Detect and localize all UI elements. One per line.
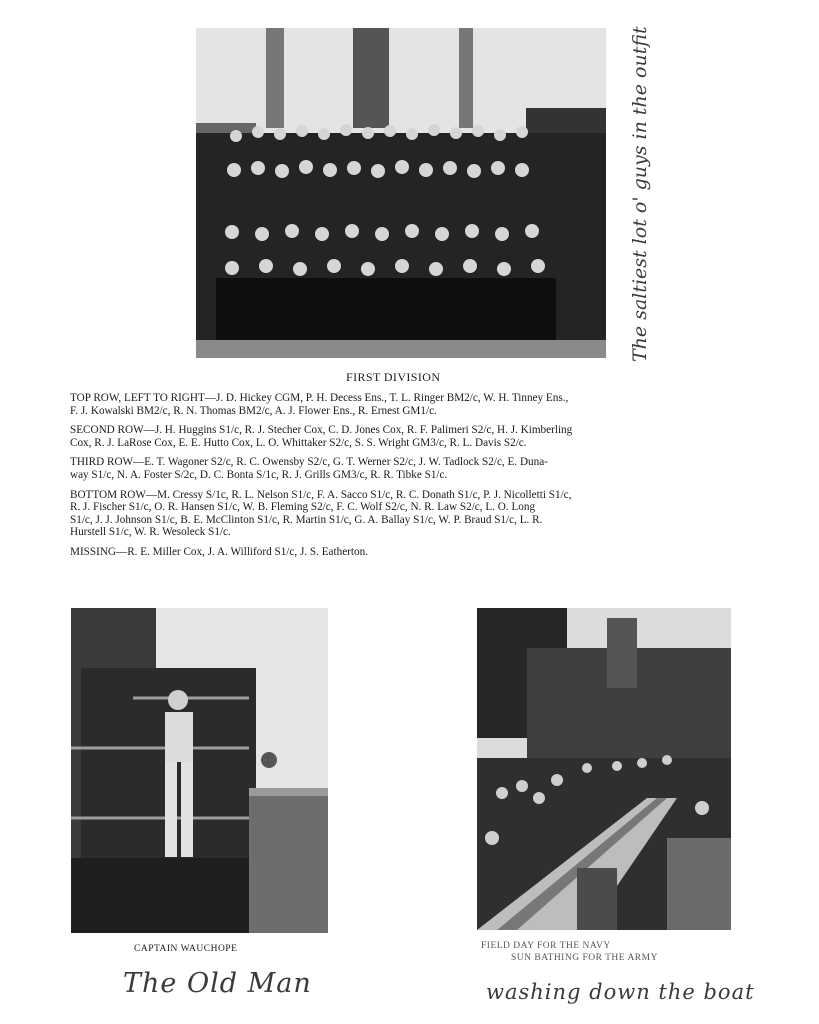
- division-title: FIRST DIVISION: [346, 370, 441, 384]
- field-day-caption-line: SUN BATHING FOR THE ARMY: [511, 953, 658, 963]
- field-day-photo-image: [477, 608, 731, 930]
- roster-row-names-cont: F. J. Kowalski BM2/c, R. N. Thomas BM2/c, A. J. Flower Ens., R. Ernest GM1/c.: [70, 404, 437, 417]
- roster-row-names: R. E. Miller Cox, J. A. Williford S1/c, J. S. Eatherton.: [127, 545, 369, 558]
- roster-second-row: [70, 424, 738, 449]
- field-day-handwritten-note: washing down the boat: [486, 980, 755, 1004]
- division-photo-image: [196, 28, 606, 358]
- roster-row-heading: MISSING—: [70, 545, 128, 558]
- captain-caption: CAPTAIN WAUCHOPE: [134, 944, 238, 954]
- roster-missing: [70, 546, 738, 559]
- roster-row-names: J. H. Huggins S1/c, R. J. Stecher Cox, C. D. Jones Cox, R. F. Palimeri S2/c, H. J. Kimberling: [154, 424, 573, 437]
- roster-row-heading: SECOND ROW—: [70, 424, 155, 437]
- roster-row-names-cont: way S1/c, N. A. Foster S/2c, D. C. Bonta S/1c, R. J. Grills GM3/c, R. R. Tibke S1/c.: [70, 468, 448, 481]
- roster-row-names-cont: S1/c, J. J. Johnson S1/c, B. E. McClinton S1/c, R. Martin S1/c, G. A. Ballay S1/c, W. P. Braud S1/c, L. R.: [70, 513, 543, 526]
- captain-handwritten-note: The Old Man: [123, 968, 312, 999]
- roster-row-names: E. T. Wagoner S2/c, R. C. Owensby S2/c, G. T. Werner S2/c, J. W. Tadlock S2/c, E. Duna-: [144, 456, 548, 469]
- roster-row-names-cont: R. J. Fischer S1/c, O. R. Hansen S1/c, W. B. Fleming S2/c, F. C. Wolf S2/c, N. R. Law S2/c, L. O. Long: [70, 501, 536, 514]
- roster-row-heading: TOP ROW, LEFT TO RIGHT—: [70, 392, 216, 404]
- roster-row-names: J. D. Hickey CGM, P. H. Decess Ens., T. L. Ringer BM2/c, W. H. Tinney Ens.,: [215, 392, 569, 404]
- field-day-caption: [481, 940, 658, 964]
- field-day-photo: [477, 608, 731, 930]
- captain-photo-image: [71, 608, 328, 933]
- field-day-caption-line: FIELD DAY FOR THE NAVY: [481, 941, 611, 951]
- roster-row-names-cont: Hurstell S1/c, W. R. Wesoleck S1/c.: [70, 526, 231, 539]
- roster-third-row: [70, 456, 738, 481]
- roster-row-heading: BOTTOM ROW—: [70, 488, 158, 501]
- roster-list: [70, 392, 738, 566]
- roster-top-row: [70, 392, 738, 417]
- side-handwritten-note: The saltiest lot o' guys in the outfit: [629, 26, 651, 362]
- roster-row-names-cont: Cox, R. J. LaRose Cox, E. E. Hutto Cox, L. O. Whittaker S2/c, S. S. Wright GM3/c, R. L. Davis S2/c.: [70, 436, 527, 449]
- roster-row-names: M. Cressy S/1c, R. L. Nelson S1/c, F. A. Sacco S1/c, R. C. Donath S1/c, P. J. Nicolletti S1/c,: [157, 488, 572, 501]
- captain-photo: [71, 608, 328, 933]
- division-group-photo: [196, 28, 606, 358]
- roster-bottom-row: [70, 489, 738, 539]
- roster-row-heading: THIRD ROW—: [70, 456, 145, 469]
